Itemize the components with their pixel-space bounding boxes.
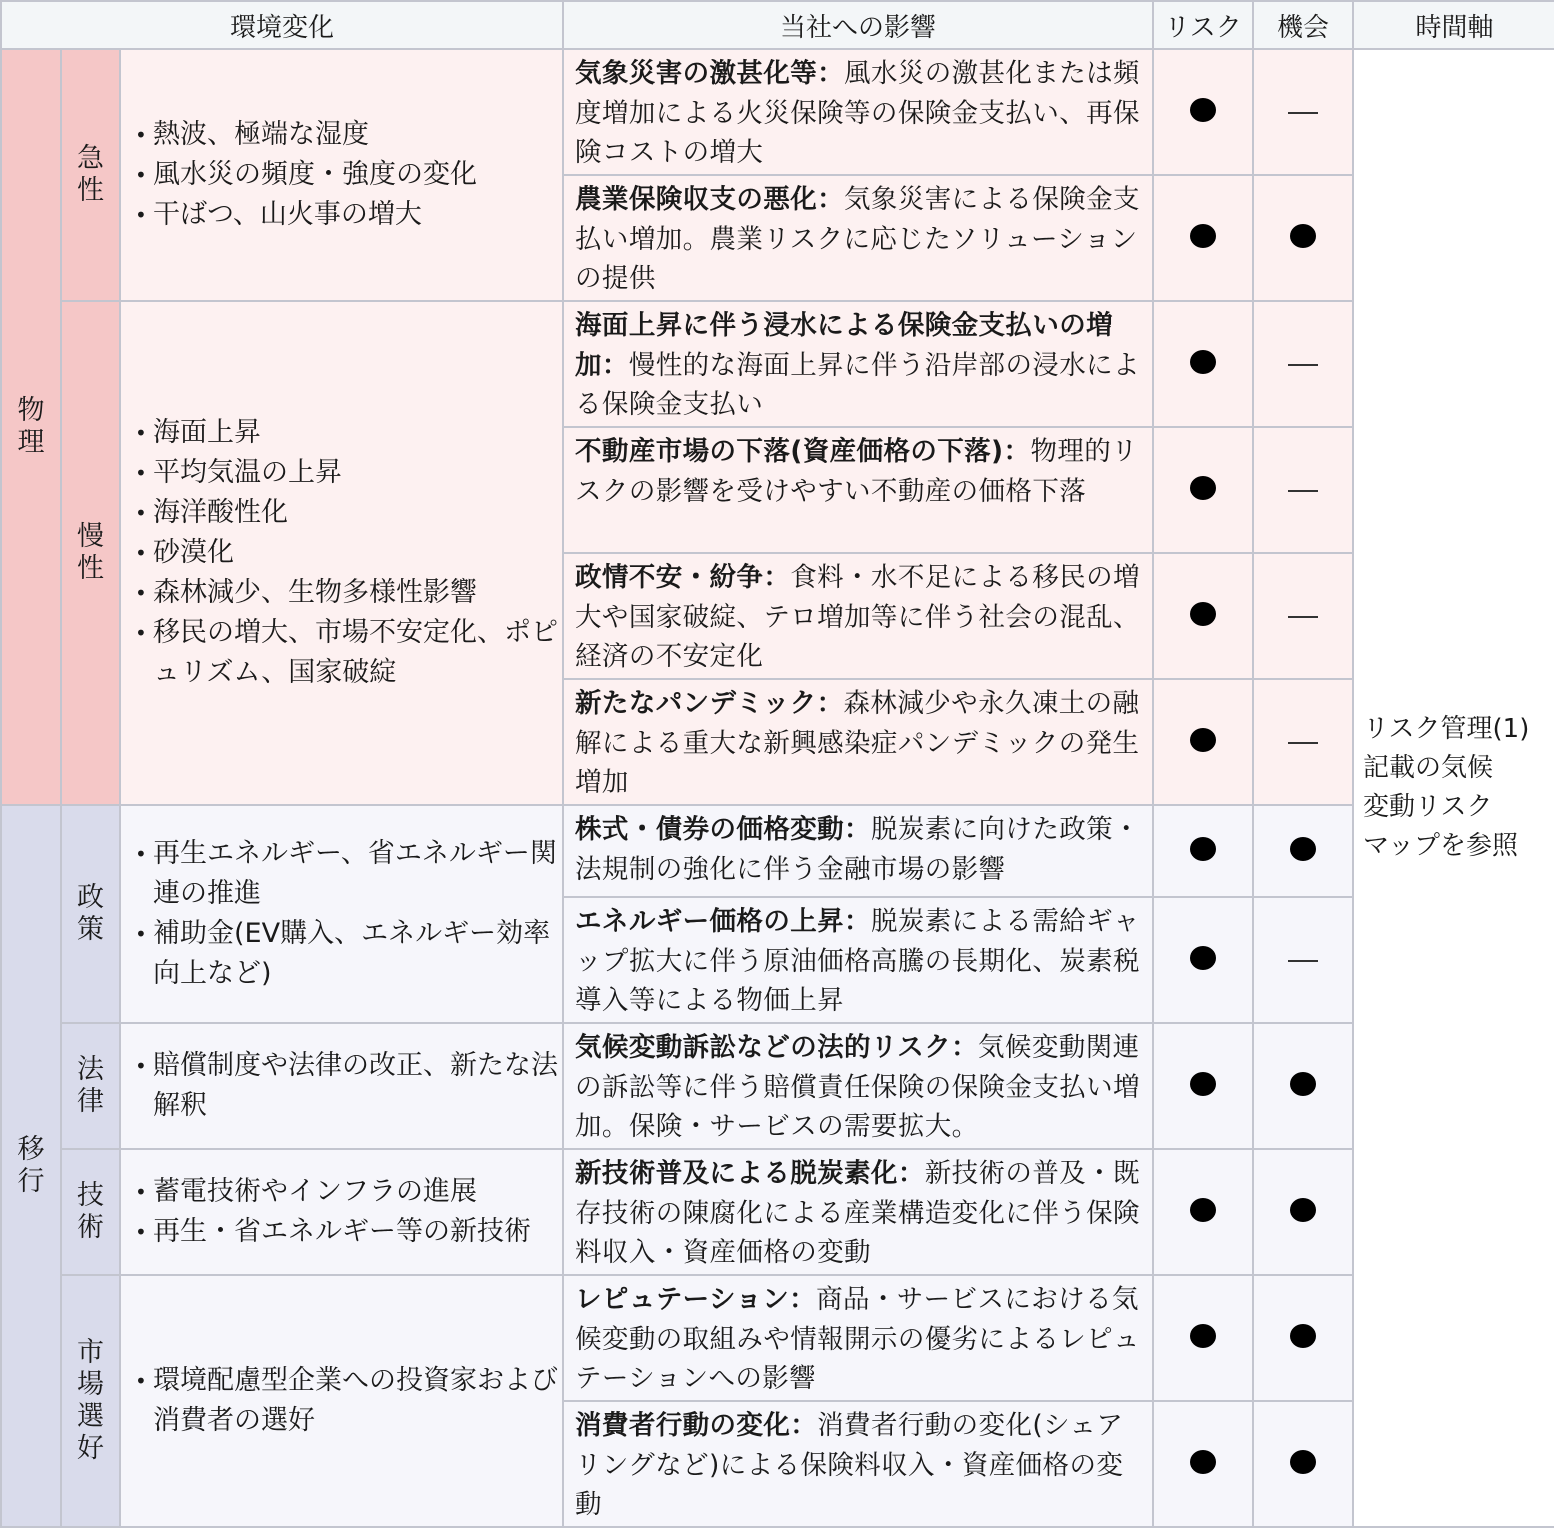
- table-row: [1, 1275, 1554, 1401]
- env-change-item: • 海面上昇: [135, 413, 562, 453]
- category-physical: 物理: [1, 49, 61, 805]
- env-change-item: • 再生エネルギー、省エネルギー関連の推進: [135, 834, 562, 914]
- env-change-item: • 熱波、極端な湿度: [135, 115, 562, 155]
- time-axis-line: リスク管理(1): [1363, 714, 1530, 744]
- env-change-item: • 蓄電技術やインフラの進展: [135, 1172, 562, 1212]
- env-change-cell: [120, 49, 563, 301]
- risk-mark-cell: [1153, 301, 1253, 427]
- risk-mark-cell: [1153, 1401, 1253, 1527]
- table-row: [1, 1149, 1554, 1275]
- impact-body: 商品・サービスにおける気候変動の取組みや情報開示の優劣によるレピュテーションへの影響: [575, 1284, 1140, 1394]
- impact-cell: [563, 1023, 1153, 1149]
- impact-cell: [563, 897, 1153, 1023]
- risk-filled-circle-icon: [1190, 1072, 1216, 1096]
- opportunity-filled-circle-icon: [1290, 1198, 1316, 1222]
- impact-body: 気候変動関連の訴訟等に伴う賠償責任保険の保険金支払い増加。保険・サービスの需要拡大。: [575, 1032, 1140, 1142]
- impact-body: 慢性的な海面上昇に伴う沿岸部の浸水による保険金支払い: [575, 349, 1140, 420]
- table-row: [1, 1023, 1554, 1149]
- opportunity-mark-cell: [1253, 897, 1353, 1023]
- impact-cell: [563, 1149, 1153, 1275]
- risk-filled-circle-icon: [1190, 476, 1216, 500]
- subcategory-label: 技術: [61, 1149, 120, 1275]
- impact-title: レピュテーション：: [575, 1284, 817, 1315]
- risk-mark-cell: [1153, 175, 1253, 301]
- risk-filled-circle-icon: [1190, 224, 1216, 248]
- opportunity-mark-cell: [1253, 49, 1353, 175]
- opportunity-dash-icon: [1288, 364, 1318, 366]
- table-row: [1, 49, 1554, 175]
- opportunity-mark-cell: [1253, 553, 1353, 679]
- table-row: [1, 301, 1554, 427]
- opportunity-filled-circle-icon: [1290, 837, 1316, 861]
- impact-body: 新技術の普及・既存技術の陳腐化による産業構造変化に伴う保険料収入・資産価格の変動: [575, 1158, 1140, 1268]
- impact-cell: [563, 301, 1153, 427]
- opportunity-mark-cell: [1253, 1401, 1353, 1527]
- impact-cell: [563, 1401, 1153, 1527]
- env-change-cell: [120, 805, 563, 1023]
- impact-title: 新たなパンデミック：: [575, 688, 844, 719]
- opportunity-filled-circle-icon: [1290, 1072, 1316, 1096]
- opportunity-dash-icon: [1288, 112, 1318, 114]
- table-row: [1, 805, 1554, 897]
- env-change-item: • 平均気温の上昇: [135, 453, 562, 493]
- time-axis-line: 変動リスク: [1363, 792, 1493, 822]
- risk-filled-circle-icon: [1190, 98, 1216, 122]
- opportunity-mark-cell: [1253, 679, 1353, 805]
- risk-filled-circle-icon: [1190, 1450, 1216, 1474]
- risk-mark-cell: [1153, 897, 1253, 1023]
- impact-body: 風水災の激甚化または頻度増加による火災保険等の保険金支払い、再保険コストの増大: [575, 58, 1140, 168]
- env-change-item: • 賠償制度や法律の改正、新たな法解釈: [135, 1046, 562, 1126]
- impact-cell: [563, 427, 1153, 553]
- env-change-item: • 環境配慮型企業への投資家および消費者の選好: [135, 1361, 562, 1441]
- opportunity-dash-icon: [1288, 490, 1318, 492]
- impact-cell: [563, 679, 1153, 805]
- env-change-cell: [120, 1149, 563, 1275]
- env-change-item: • 砂漠化: [135, 533, 562, 573]
- impact-body: 森林減少や永久凍土の融解による重大な新興感染症パンデミックの発生増加: [575, 688, 1140, 798]
- risk-mark-cell: [1153, 427, 1253, 553]
- header-impact: 当社への影響: [563, 1, 1153, 49]
- risk-mark-cell: [1153, 1023, 1253, 1149]
- risk-filled-circle-icon: [1190, 837, 1216, 861]
- opportunity-dash-icon: [1288, 616, 1318, 618]
- impact-body: 脱炭素による需給ギャップ拡大に伴う原油価格高騰の長期化、炭素税導入等による物価上昇: [575, 906, 1140, 1016]
- risk-mark-cell: [1153, 805, 1253, 897]
- impact-title: エネルギー価格の上昇：: [575, 906, 871, 937]
- impact-body: 物理的リスクの影響を受けやすい不動産の価格下落: [575, 436, 1139, 507]
- risk-filled-circle-icon: [1190, 1324, 1216, 1348]
- opportunity-mark-cell: [1253, 1149, 1353, 1275]
- impact-body: 食料・水不足による移民の増大や国家破綻、テロ増加等に伴う社会の混乱、経済の不安定化: [575, 562, 1140, 672]
- opportunity-filled-circle-icon: [1290, 224, 1316, 248]
- risk-mark-cell: [1153, 679, 1253, 805]
- header-opportunity: 機会: [1253, 1, 1353, 49]
- risk-filled-circle-icon: [1190, 350, 1216, 374]
- env-change-item: • 再生・省エネルギー等の新技術: [135, 1212, 562, 1252]
- impact-cell: [563, 805, 1153, 897]
- impact-title: 海面上昇に伴う浸水による保険金支払いの増加：: [575, 310, 1114, 381]
- env-change-item: • 補助金(EV購入、エネルギー効率向上など): [135, 914, 562, 994]
- opportunity-dash-icon: [1288, 960, 1318, 962]
- impact-body: 脱炭素に向けた政策・法規制の強化に伴う金融市場の影響: [575, 814, 1140, 885]
- impact-cell: [563, 49, 1153, 175]
- impact-title: 気象災害の激甚化等：: [575, 58, 845, 89]
- impact-body: 気象災害による保険金支払い増加。農業リスクに応じたソリューションの提供: [575, 184, 1140, 294]
- opportunity-mark-cell: [1253, 1023, 1353, 1149]
- opportunity-dash-icon: [1288, 742, 1318, 744]
- impact-title: 新技術普及による脱炭素化：: [575, 1158, 925, 1189]
- opportunity-mark-cell: [1253, 1275, 1353, 1401]
- risk-mark-cell: [1153, 49, 1253, 175]
- impact-title: 気候変動訴訟などの法的リスク：: [575, 1032, 979, 1063]
- header-env-change: 環境変化: [1, 1, 563, 49]
- impact-cell: [563, 175, 1153, 301]
- env-change-cell: [120, 1275, 563, 1527]
- time-axis-note: [1353, 49, 1554, 1527]
- env-change-item: • 風水災の頻度・強度の変化: [135, 155, 562, 195]
- env-change-cell: [120, 301, 563, 805]
- impact-title: 株式・債券の価格変動：: [575, 814, 871, 845]
- opportunity-mark-cell: [1253, 427, 1353, 553]
- env-change-item: • 海洋酸性化: [135, 493, 562, 533]
- opportunity-filled-circle-icon: [1290, 1324, 1316, 1348]
- category-transition: 移行: [1, 805, 61, 1527]
- env-change-cell: [120, 1023, 563, 1149]
- risk-filled-circle-icon: [1190, 1198, 1216, 1222]
- env-change-item: • 移民の増大、市場不安定化、ポピュリズム、国家破綻: [135, 613, 562, 693]
- env-change-item: • 干ばつ、山火事の増大: [135, 195, 562, 235]
- risk-mark-cell: [1153, 1149, 1253, 1275]
- subcategory-label: 市場選好: [61, 1275, 120, 1527]
- risk-mark-cell: [1153, 1275, 1253, 1401]
- env-change-item: • 森林減少、生物多様性影響: [135, 573, 562, 613]
- subcategory-label: 法律: [61, 1023, 120, 1149]
- opportunity-mark-cell: [1253, 175, 1353, 301]
- opportunity-mark-cell: [1253, 805, 1353, 897]
- impact-body: 消費者行動の変化(シェアリングなど)による保険料収入・資産価格の変動: [575, 1410, 1124, 1520]
- impact-title: 消費者行動の変化：: [575, 1410, 818, 1441]
- opportunity-mark-cell: [1253, 301, 1353, 427]
- header-risk: リスク: [1153, 1, 1253, 49]
- impact-title: 不動産市場の下落(資産価格の下落)：: [575, 436, 1031, 467]
- impact-title: 農業保険収支の悪化：: [575, 184, 845, 215]
- impact-cell: [563, 1275, 1153, 1401]
- subcategory-label: 急性: [61, 49, 120, 301]
- risk-mark-cell: [1153, 553, 1253, 679]
- time-axis-line: 記載の気候: [1363, 753, 1494, 783]
- risk-filled-circle-icon: [1190, 946, 1216, 970]
- risk-filled-circle-icon: [1190, 728, 1216, 752]
- impact-title: 政情不安・紛争：: [575, 562, 791, 593]
- opportunity-filled-circle-icon: [1290, 1450, 1316, 1474]
- header-row: [1, 1, 1554, 49]
- header-time-axis: 時間軸: [1353, 1, 1554, 49]
- subcategory-label: 慢性: [61, 301, 120, 805]
- time-axis-line: マップを参照: [1363, 831, 1518, 861]
- risk-filled-circle-icon: [1190, 602, 1216, 626]
- impact-cell: [563, 553, 1153, 679]
- subcategory-label: 政策: [61, 805, 120, 1023]
